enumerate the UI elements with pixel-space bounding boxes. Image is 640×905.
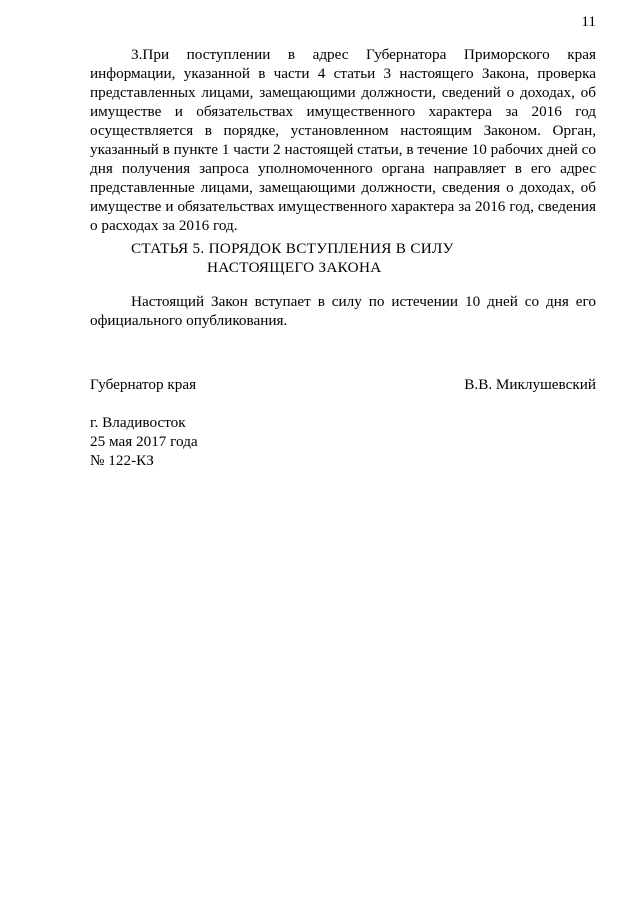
paragraph-verification-procedure: 3.При поступлении в адрес Губернатора Приморского края информации, указанной в части 4 статьи 3 настоящего Закона, проверка представленных лицами, замещающими должности, сведений о доходах, об имуществе и обязательствах имущественного характера за 2016 год осуществляется в порядке, установленном настоящим Законом. Орган, указанный в пункте 1 части 2 настоящей статьи, в течение 10 рабочих дней со дня получения запроса уполномоченного органа направляет в его адрес представленные лицами, замещающими должности, сведения о доходах, об имуществе и обязательствах имущественного характера за 2016 год, сведения о расходах за 2016 год. bbox=[90, 46, 596, 234]
article-heading-line-1: СТАТЬЯ 5. ПОРЯДОК ВСТУПЛЕНИЯ В СИЛУ bbox=[131, 240, 454, 257]
paragraph-entry-into-force: Настоящий Закон вступает в силу по истечении 10 дней со дня его официального опубликования. bbox=[90, 293, 596, 329]
page-number: 11 bbox=[581, 13, 596, 30]
signatory-position: Губернатор края bbox=[90, 376, 197, 393]
signing-date: 25 мая 2017 года bbox=[90, 433, 198, 450]
signature-block bbox=[90, 375, 596, 394]
article-5-heading bbox=[131, 239, 454, 277]
article-heading-line-2: НАСТОЯЩЕГО ЗАКОНА bbox=[207, 259, 382, 276]
place-date-number-block bbox=[90, 413, 198, 470]
signatory-name: В.В. Миклушевский bbox=[464, 376, 596, 393]
signing-city: г. Владивосток bbox=[90, 414, 186, 431]
law-number: № 122-КЗ bbox=[90, 452, 154, 469]
